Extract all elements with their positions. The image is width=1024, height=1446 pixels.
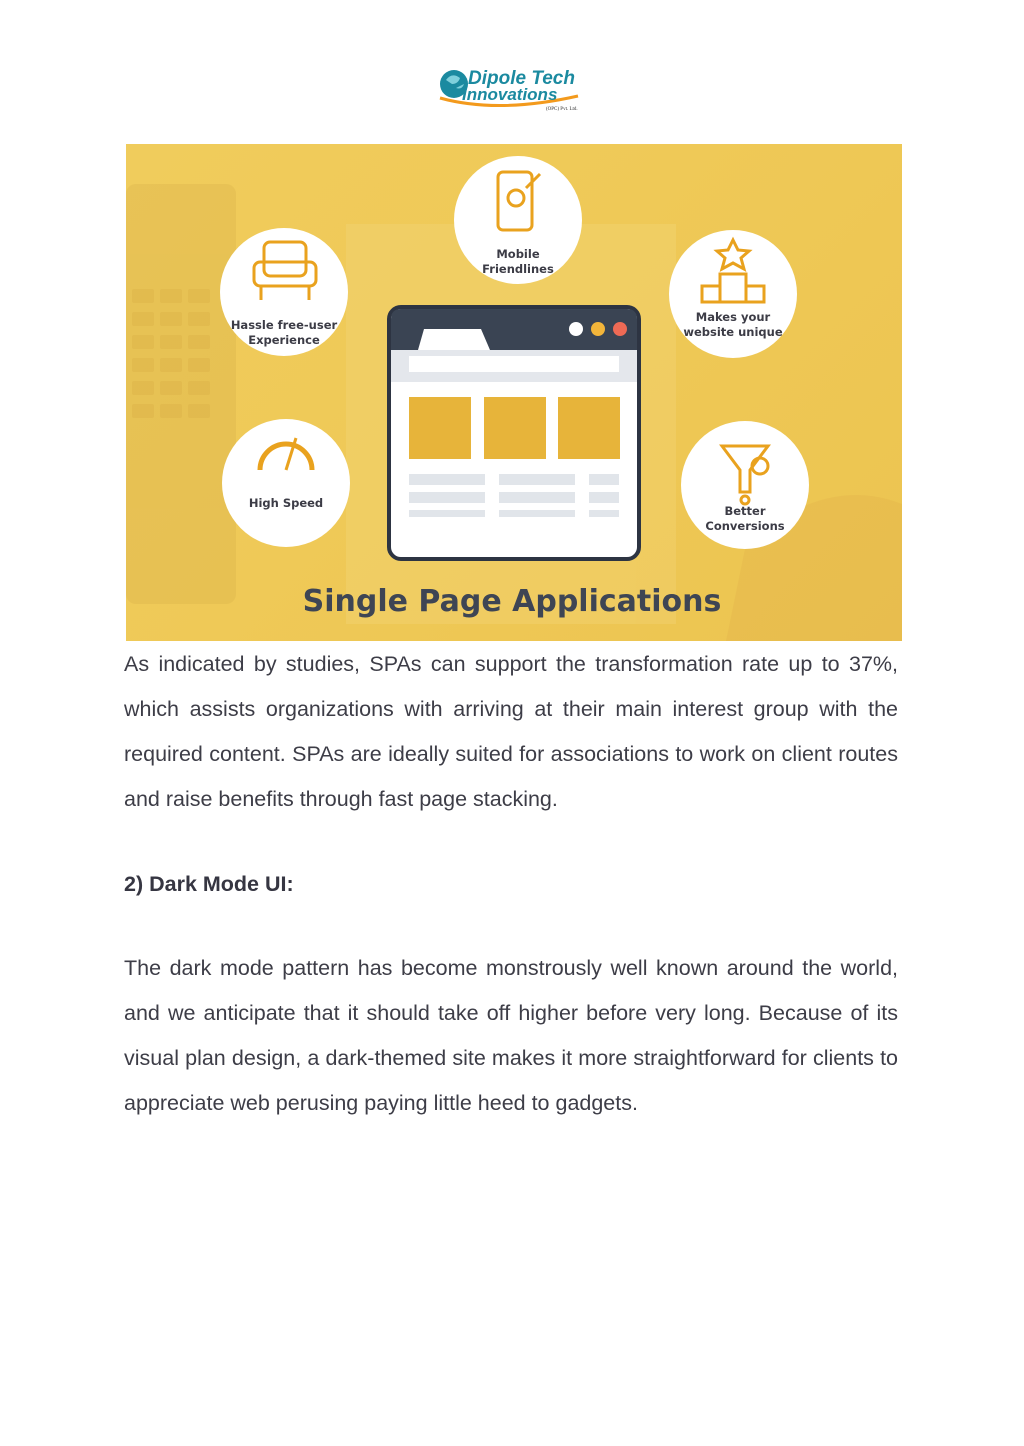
svg-text:Friendlines: Friendlines xyxy=(482,262,554,276)
svg-text:website unique: website unique xyxy=(683,325,783,339)
svg-text:Better: Better xyxy=(724,504,766,518)
company-logo xyxy=(438,58,588,114)
hero-title: Single Page Applications xyxy=(302,584,722,619)
paragraph-dark-mode: The dark mode pattern has become monstrously well known around the world, and we anticipate that it should take off higher before very long. Because of its visual plan design, a dark-themed site makes it more straightforward for clients to appreciate web perusing paying little heed to gadgets. xyxy=(124,956,898,1115)
logo-subtitle: (OPC) Pvt. Ltd. xyxy=(546,107,578,112)
svg-text:Makes your: Makes your xyxy=(695,310,771,324)
hero-image xyxy=(126,144,902,641)
svg-text:Hassle free-user: Hassle free-user xyxy=(230,318,338,332)
feature-better-conversions xyxy=(681,421,809,549)
feature-unique-website xyxy=(669,230,797,358)
feature-mobile-friendly xyxy=(454,156,582,284)
paragraph-spa-conversion: As indicated by studies, SPAs can support the transformation rate up to 37%, which assists organizations with arriving at their main interest group with the required content. SPAs are ideally suited for associations to work on client routes and raise benefits through fast page stacking. xyxy=(124,652,898,811)
svg-text:Mobile: Mobile xyxy=(496,247,540,261)
svg-text:High Speed: High Speed xyxy=(248,496,324,510)
logo-line2: Innovations xyxy=(462,85,558,104)
feature-high-speed xyxy=(222,419,350,547)
browser-window-illustration xyxy=(389,307,639,559)
svg-text:Experience: Experience xyxy=(248,333,320,347)
section-heading-dark-mode: 2) Dark Mode UI: xyxy=(124,872,294,896)
feature-hassle-free xyxy=(220,228,348,356)
logo-line1: Dipole Tech xyxy=(468,68,575,89)
svg-text:Conversions: Conversions xyxy=(705,519,785,533)
